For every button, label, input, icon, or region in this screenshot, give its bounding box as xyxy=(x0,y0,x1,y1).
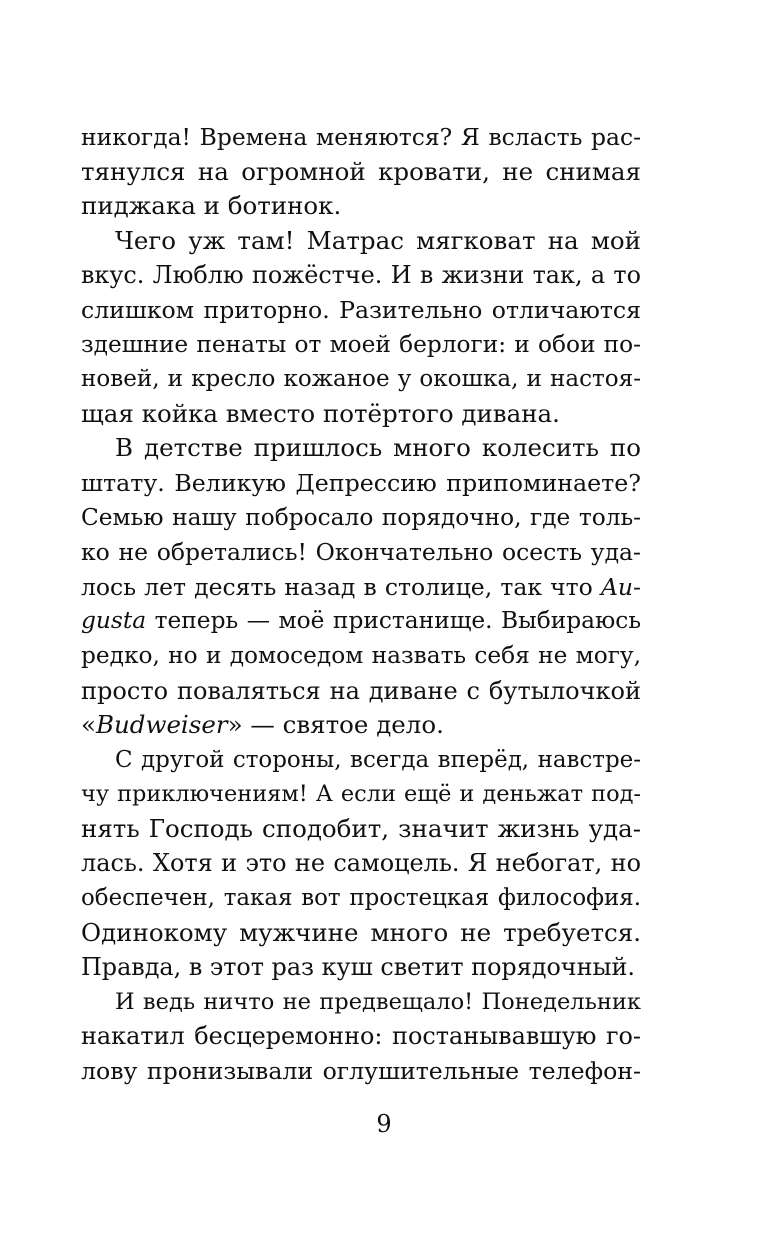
text-line: лась. Хотя и это не самоцель. Я небогат, но xyxy=(81,849,641,878)
text-line: Чего уж там! Матрас мягковат на мой xyxy=(115,225,641,255)
text-line: слишком приторно. Разительно отличаются xyxy=(81,295,641,324)
text-line: щая койка вместо потёртого дивана. xyxy=(81,398,560,428)
text-line: штату. Великую Депрессию припоминаете? xyxy=(81,468,641,497)
text-line: «Budweiser» — святое дело. xyxy=(81,710,444,740)
paragraph xyxy=(81,985,641,1089)
body-text xyxy=(81,120,641,1089)
text-line: просто поваляться на диване с бутылочкой xyxy=(81,676,641,705)
text-line: В детстве пришлось много колесить по xyxy=(115,433,641,463)
text-line: И ведь ничто не предвещало! Понедельник xyxy=(115,988,641,1015)
text-line: gusta теперь — моё пристанище. Выбираюсь xyxy=(81,607,641,635)
text-line: редко, но и домоседом назвать себя не могу, xyxy=(81,641,641,669)
text-line: накатил бесцеремонно: постанывавшую го- xyxy=(81,1022,641,1051)
text-line: Семью нашу побросало порядочно, где толь- xyxy=(81,503,641,531)
text-line: чу приключениям! А если ещё и деньжат под- xyxy=(81,781,641,808)
text-line: Одинокому мужчине много не требуется. xyxy=(81,917,641,947)
paragraph xyxy=(81,120,641,224)
text-line: вкус. Люблю пожёстче. И в жизни так, а то xyxy=(81,261,641,290)
text-line: здешние пенаты от моей берлоги: и обои по- xyxy=(81,330,641,358)
paragraph xyxy=(81,224,641,432)
page-number: 9 xyxy=(376,1110,392,1138)
paragraph xyxy=(81,431,641,742)
text-line: С другой стороны, всегда вперёд, навстре- xyxy=(115,746,641,773)
text-line: никогда! Времена меняются? Я всласть рас- xyxy=(81,123,641,151)
text-line: нять Господь сподобит, значит жизнь уда- xyxy=(81,813,641,843)
text-line: ко не обретались! Окончательно осесть уда- xyxy=(81,538,641,567)
text-line: тянулся на огромной кровати, не снимая xyxy=(81,156,641,186)
text-line: лову пронизывали оглушительные телефон- xyxy=(81,1057,641,1086)
text-line: лось лет десять назад в столице, так что Au- xyxy=(81,572,641,601)
text-line: новей, и кресло кожаное у окошка, и настоя- xyxy=(81,366,641,393)
text-line: пиджака и ботинок. xyxy=(81,191,342,221)
text-line: Правда, в этот раз куш светит порядочный. xyxy=(81,953,635,982)
text-line: обеспечен, такая вот простецкая философия. xyxy=(81,885,641,912)
paragraph xyxy=(81,743,641,985)
